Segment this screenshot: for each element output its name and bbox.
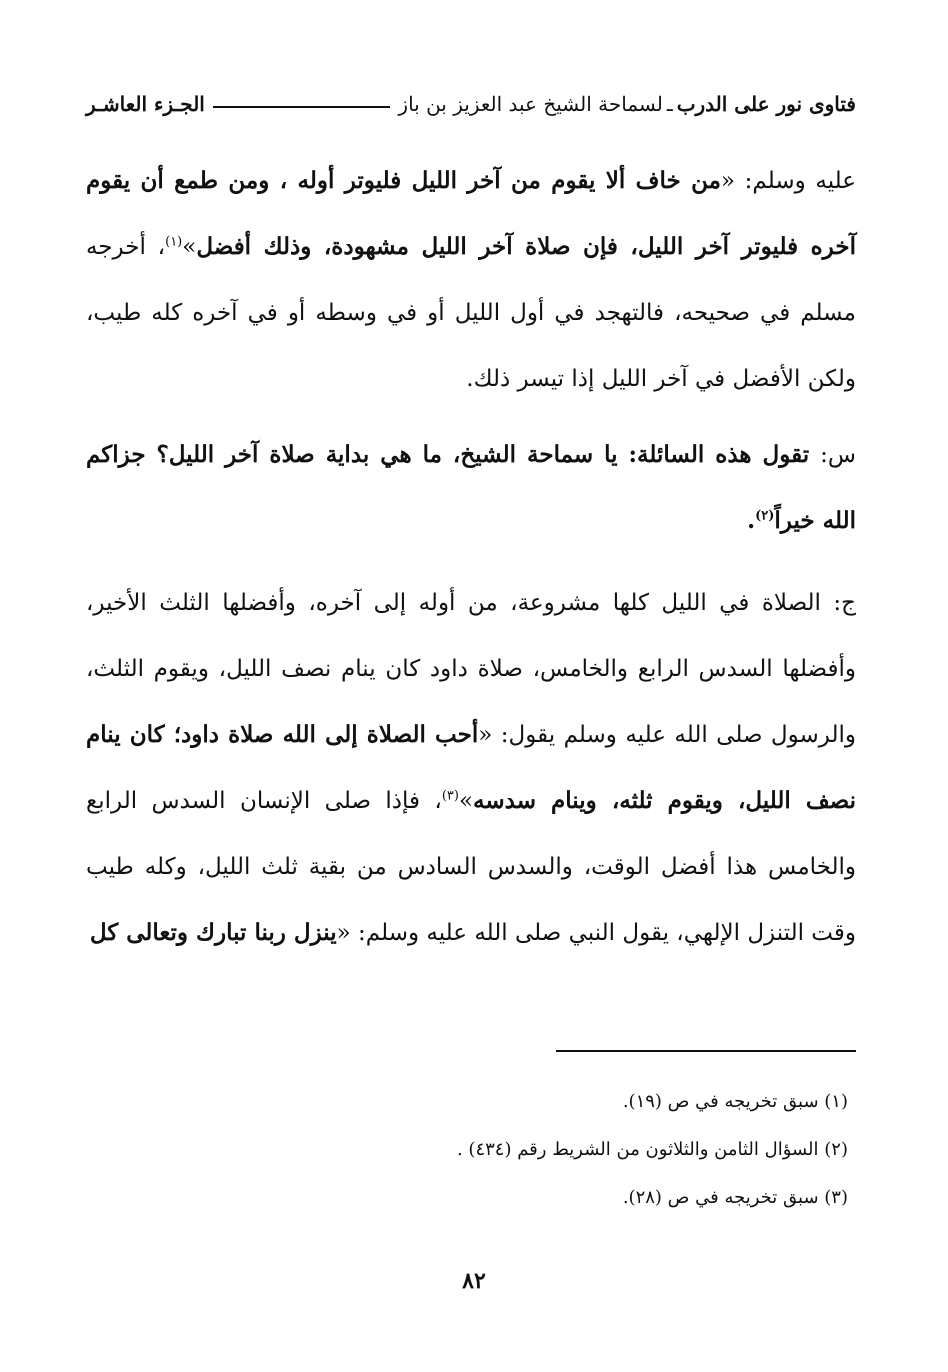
header-separator: ـ <box>666 92 673 116</box>
text-run: ، أخرجه مسلم في صحيحه، فالتهجد في أول الليل أو في وسطه أو في آخره كله طيب، ولكن الأفضل في آخر الليل إذا تيسر ذلك. <box>86 234 856 392</box>
footnote-3: (٣) سبق تخريجه في ص (٢٨). <box>622 1187 848 1208</box>
footnote-ref-3: (٣) <box>441 788 459 804</box>
volume-label: الجـزء العاشـر <box>86 92 205 116</box>
text-run: » <box>458 788 474 814</box>
hadith-quote: من خاف ألا يقوم من آخر الليل فليوتر أوله ، ومن طمع أن يقوم آخره فليوتر آخر الليل، فإن صلاة آخر الليل مشهودة، وذلك أفضل <box>86 167 856 260</box>
footnote-ref-1: (١) <box>165 234 183 250</box>
question-label: س: <box>820 442 856 468</box>
text-run: ، فإذا صلى الإنسان السدس الرابع والخامس هذا أفضل الوقت، والسدس السادس من بقية ثلث الليل، وكله طيب وقت التنزل الإلهي، يقول النبي صلى الله عليه وسلم: « <box>86 788 856 946</box>
footnote-1: (١) سبق تخريجه في ص (١٩). <box>622 1091 848 1112</box>
running-header <box>86 86 856 122</box>
footnote-ref-2: (٢) <box>755 508 775 524</box>
paragraph-1 <box>86 148 856 412</box>
answer-paragraph <box>86 570 856 966</box>
footnote-2: (٢) السؤال الثامن والثلاثون من الشريط رقم (٤٣٤) . <box>456 1139 848 1160</box>
text-run: عليه وسلم: « <box>720 168 857 194</box>
footnotes <box>86 1078 848 1222</box>
author-name: لسماحة الشيخ عبد العزيز بن باز <box>398 92 663 116</box>
text-run: ج: الصلاة في الليل كلها مشروعة، من أوله إلى آخره، وأفضلها الثلث الأخير، وأفضلها السدس الرابع والخامس، صلاة داود كان ينام نصف الليل، ويقوم الثلث، والرسول صلى الله عليه وسلم يقول: « <box>86 590 856 748</box>
book-title: فتاوى نور على الدرب <box>676 92 856 116</box>
hadith-quote: ينزل ربنا تبارك وتعالى كل <box>89 919 337 946</box>
text-run: . <box>747 507 756 534</box>
hadith-quote: أحب الصلاة إلى الله صلاة داود؛ كان ينام نصف الليل، ويقوم ثلثه، وينام سدسه <box>86 721 856 814</box>
header-rule <box>213 106 391 108</box>
page-number: ٨٢ <box>462 1268 486 1294</box>
text-run: » <box>182 234 197 260</box>
footnote-separator <box>556 1050 856 1052</box>
question-text: تقول هذه السائلة: يا سماحة الشيخ، ما هي بداية صلاة آخر الليل؟ جزاكم الله خيراً <box>86 441 856 534</box>
question-paragraph <box>86 422 856 554</box>
main-text <box>86 148 856 966</box>
